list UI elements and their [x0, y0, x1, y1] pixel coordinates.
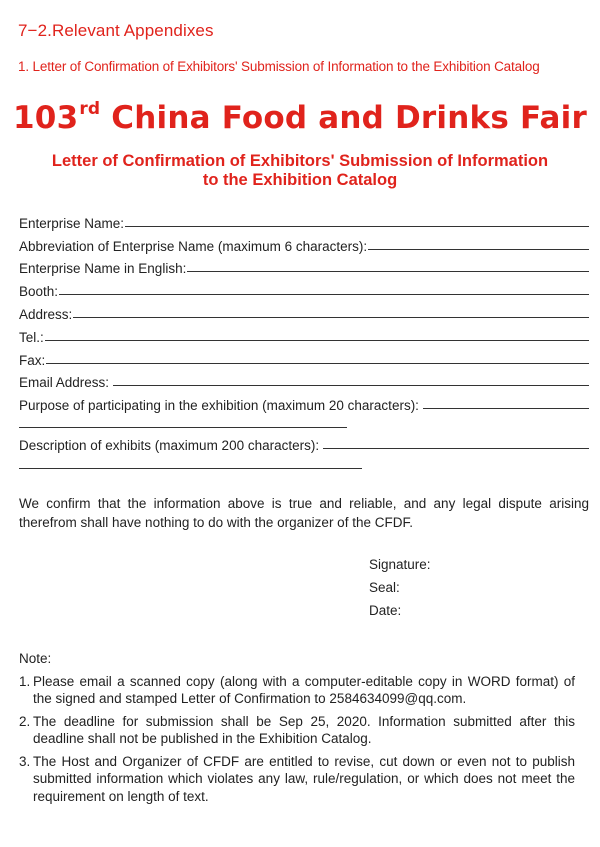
enterprise-name-field[interactable]	[19, 208, 589, 231]
note-item	[19, 713, 575, 748]
field-label: Enterprise Name:	[19, 215, 125, 231]
description-continuation-line[interactable]	[19, 453, 362, 469]
title-ordinal-suffix: rd	[79, 98, 101, 119]
fill-line[interactable]	[59, 293, 589, 295]
fill-line[interactable]	[113, 384, 589, 386]
fill-line[interactable]	[323, 447, 589, 449]
field-label: Abbreviation of Enterprise Name (maximum 6 characters):	[19, 238, 368, 254]
purpose-continuation-line[interactable]	[19, 413, 347, 428]
note-number: 2.	[19, 714, 31, 729]
fill-line[interactable]	[423, 407, 589, 409]
email-field[interactable]	[19, 368, 589, 391]
title-number: 103	[13, 100, 79, 136]
letter-title-line-2: to the Exhibition Catalog	[202, 171, 398, 189]
letter-title-line-1: Letter of Confirmation of Exhibitors' Submission of Information	[51, 152, 549, 170]
fill-line[interactable]	[187, 270, 589, 272]
field-label: Tel.:	[19, 329, 44, 345]
note-text: Please email a scanned copy (along with a computer-editable copy in WORD format) of the signed and stamped Letter of Confirmation to 2584634099@qq.com.	[33, 674, 575, 707]
address-field[interactable]	[19, 299, 589, 322]
fill-line[interactable]	[45, 339, 589, 341]
confirmation-statement: We confirm that the information above is true and reliable, and any legal dispute arising therefrom shall have nothing to do with the organizer of the CFDF.	[19, 496, 589, 530]
note-number: 3.	[19, 754, 31, 769]
note-label: Note:	[19, 651, 52, 666]
booth-field[interactable]	[19, 276, 589, 299]
description-field[interactable]	[19, 430, 589, 453]
note-text: The Host and Organizer of CFDF are entitled to revise, cut down or even not to publish submitted information which violates any law, rule/regulation, or which does not meet the requirement on length of text.	[33, 754, 575, 804]
field-label: Address:	[19, 306, 73, 322]
title-text: China Food and Drinks Fair	[100, 100, 587, 136]
note-item	[19, 753, 575, 805]
fill-line[interactable]	[73, 316, 589, 318]
english-name-field[interactable]	[19, 254, 589, 277]
appendix-subheading: 1. Letter of Confirmation of Exhibitors' Submission of Information to the Exhibition Catalog	[18, 59, 540, 74]
field-label: Booth:	[19, 284, 59, 300]
section-heading: 7−2.Relevant Appendixes	[18, 21, 214, 40]
note-number: 1.	[19, 674, 31, 689]
note-item	[19, 673, 575, 708]
date-label: Date:	[369, 603, 402, 618]
tel-field[interactable]	[19, 322, 589, 345]
abbreviation-field[interactable]	[19, 231, 589, 254]
field-label: Fax:	[19, 352, 46, 368]
fill-line[interactable]	[368, 248, 589, 250]
letter-title	[0, 152, 600, 190]
fill-line[interactable]	[125, 225, 589, 227]
fill-line[interactable]	[46, 362, 589, 364]
fax-field[interactable]	[19, 345, 589, 368]
signature-label: Signature:	[369, 557, 431, 572]
field-label: Email Address:	[19, 375, 110, 391]
field-label: Enterprise Name in English:	[19, 261, 187, 277]
note-text: The deadline for submission shall be Sep 25, 2020. Information submitted after this deadline shall not be published in the Exhibition Catalog.	[33, 714, 575, 747]
purpose-field[interactable]	[19, 390, 589, 413]
field-label: Purpose of participating in the exhibition (maximum 20 characters):	[19, 398, 419, 414]
confirmation-form	[19, 208, 589, 469]
seal-label: Seal:	[369, 580, 400, 595]
page-title	[0, 100, 600, 136]
field-label: Description of exhibits (maximum 200 characters):	[19, 437, 320, 453]
